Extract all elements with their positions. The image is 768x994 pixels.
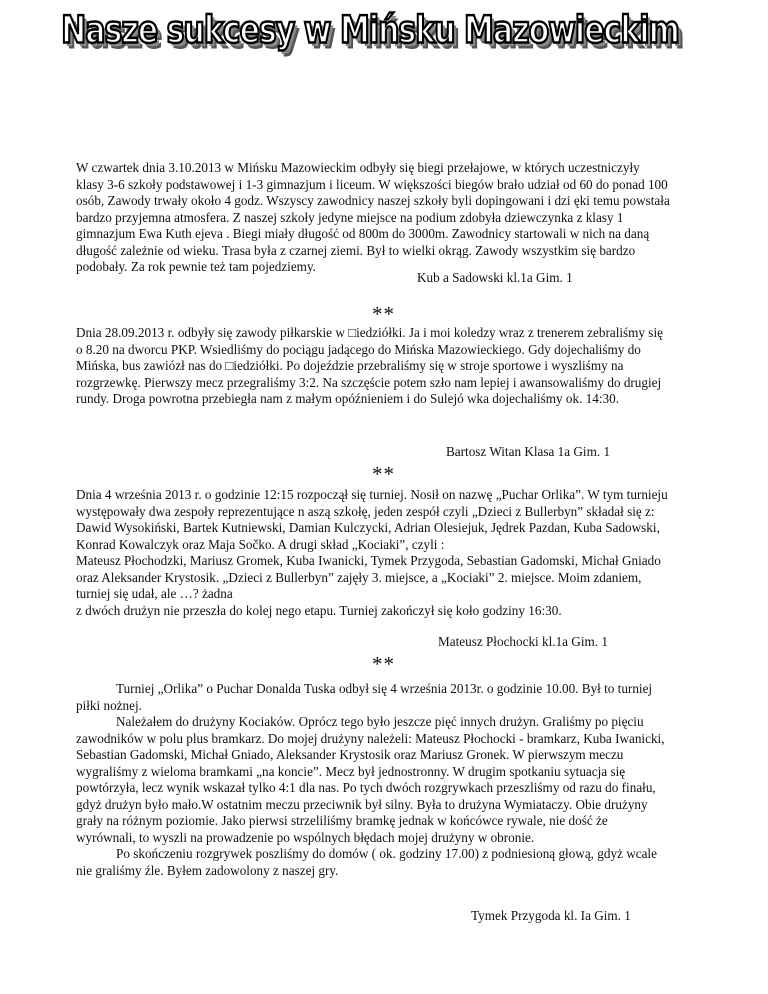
article-4-body: [76, 681, 670, 879]
article-3-line-2: Mateusz Płochodzki, Mariusz Gromek, Kuba Iwanicki, Tymek Przygoda, Sebastian Gadomski, Michał Gniado oraz Aleksander Krystosik. „Dzieci z Bullerbyn” zajęły 3. miejsce, a „Kociaki” 2. miejsce. Moim zdaniem, turniej się udał, ale …? żadna: [76, 553, 661, 601]
separator-2: **: [372, 462, 395, 486]
article-4-paragraph-3: Po skończeniu rozgrywek poszliśmy do domów ( ok. godziny 17.00) z podniesioną głową, gdyż wcale nie graliśmy źle. Byłem zadowolony z naszej gry.: [76, 846, 657, 878]
banner-title: Nasze sukcesy w Mińsku Mazowieckim: [61, 8, 679, 53]
article-3-body: [76, 487, 670, 619]
separator-1: **: [372, 302, 395, 326]
article-4-paragraph-2: Należałem do drużyny Kociaków. Oprócz tego było jeszcze pięć innych drużyn. Graliśmy po pięciu zawodników w polu plus bramkarz. Do mojej drużyny należeli: Mateusz Płochocki - bramkarz, Kuba Iwanicki, Sebastian Gadomski, Michał Gniado, Aleksander Krystosik oraz Mariusz Gronek. W pierwszym meczu wygraliśmy z wieloma bramkami „na koncie”. Mecz był jednostronny. W drugim spotkaniu sytuacja się powtórzyła, lecz wynik wskazał tylko 4:1 dla nas. Po tych dwóch rozgrywkach przeszliśmy od razu do finału, gdyż drużyn było mało.W ostatnim meczu przeciwnik był silny. Była to drużyna Wymiataczy. Obie drużyny grały na różnym poziomie. Jako pierwsi strzeliliśmy bramkę jednak w końcówce rywale, nie dość że wyrównali, to wyszli na prowadzenie po wspólnych błędach mojej drużyny w obronie.: [76, 714, 665, 845]
separator-3: **: [372, 652, 395, 676]
article-3-author: Mateusz Płochocki kl.1a Gim. 1: [438, 634, 608, 649]
article-3-line-3: z dwóch drużyn nie przeszła do kolej nego etapu. Turniej zakończył się koło godziny 16:30.: [76, 602, 562, 618]
article-1-author: Kub a Sadowski kl.1a Gim. 1: [417, 270, 573, 285]
article-2-text: Dnia 28.09.2013 r. odbyły się zawody piłkarskie w □iedziółki. Ja i moi koledzy wraz z trenerem zebraliśmy się o 8.20 na dworcu PKP. Wsiedliśmy do pociągu jadącego do Mińska Mazowieckiego. Gdy dojechaliśmy do Mińska, bus zawiózł nas do □iedziółki. Po dojeździe przebraliśmy się w stroje sportowe i wyszliśmy na rozgrzewkę. Pierwszy mecz przegraliśmy 3:2. Na szczęście potem szło nam lepiej i awansowaliśmy do drugiej rundy. Droga powrotna przebiegła nam z małym opóźnieniem i do Sulejó wka dojechaliśmy ok. 14:30.: [76, 325, 663, 406]
article-2-author: Bartosz Witan Klasa 1a Gim. 1: [446, 444, 611, 459]
article-4-paragraph-1: Turniej „Orlika” o Puchar Donalda Tuska odbył się 4 września 2013r. o godzinie 10.00. Był to turniej piłki nożnej.: [76, 681, 653, 713]
article-3-line-1: Dnia 4 września 2013 r. o godzinie 12:15 rozpoczął się turniej. Nosił on nazwę „Puchar Orlika”. W tym turnieju występowały dwa zespoły reprezentujące n aszą szkołę, jeden zespół czyli „Dzieci z Bullerbyn” składał się z: Dawid Wysokiński, Bartek Kutniewski, Damian Kulczycki, Adrian Olesiejuk, Jędrek Pazdan, Kuba Sadowski, Konrad Kowalczyk oraz Maja Sočko. A drugi skład „Kociaki”, czyli :: [76, 487, 668, 552]
header-banner: [61, 8, 679, 53]
article-4-author: Tymek Przygoda kl. Ia Gim. 1: [471, 908, 631, 923]
article-1-text: W czwartek dnia 3.10.2013 w Mińsku Mazowieckim odbyły się biegi przełajowe, w których uczestniczyły klasy 3-6 szkoły podstawowej i 1-3 gimnazjum i liceum. W większości biegów brało udział od 60 do ponad 100 osób, Zawody trwały około 4 godz. Wszyscy zawodnicy naszej szkoły byli dopingowani i dzi ęki temu powstała bardzo przyjemna atmosfera. Z naszej szkoły jedyne miejsce na podium zdobyła dziewczynka z klasy 1 gimnazjum Ewa Kuth ejeva . Biegi miały długość od 800m do 3000m. Zawodnicy startowali w nich na daną długość zależnie od wieku. Trasa była z czarnej ziemi. Był to wielki okrąg. Zawody wszystkim się bardzo podobały. Za rok pewnie też tam pojedziemy.: [76, 160, 670, 274]
